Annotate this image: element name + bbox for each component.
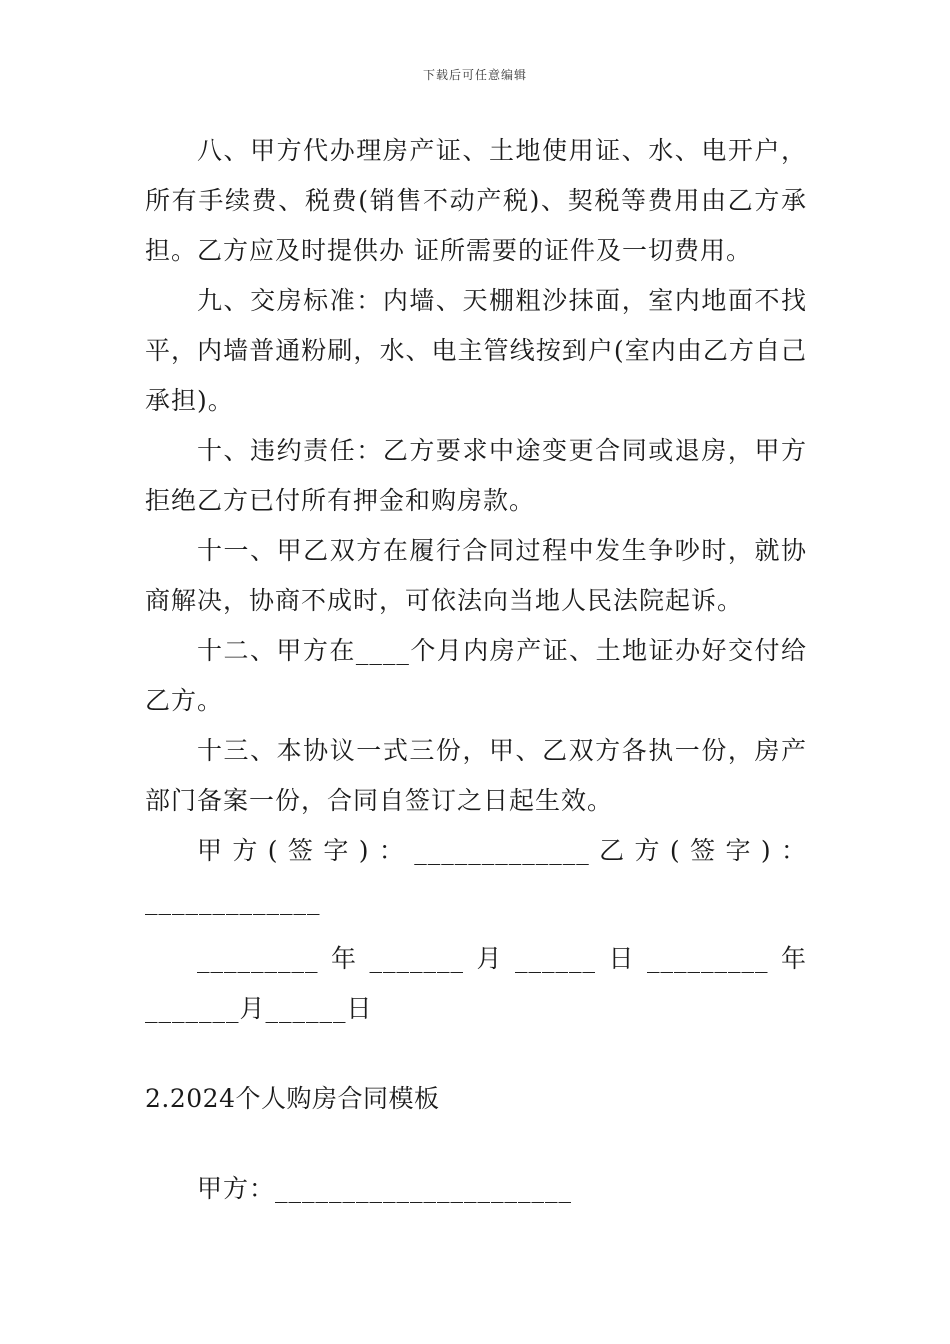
clause-10: 十、违约责任：乙方要求中途变更合同或退房，甲方拒绝乙方已付所有押金和购房款。: [145, 436, 807, 515]
clause-9: 九、交房标准：内墙、天棚粗沙抹面，室内地面不找平，内墙普通粉刷，水、电主管线按到户(室内由乙方自己承担)。: [145, 286, 807, 415]
party-a-line: 甲方：______________________: [197, 1174, 573, 1203]
clause-13: 十三、本协议一式三份，甲、乙双方各执一份，房产部门备案一份，合同自签订之日起生效。: [145, 736, 807, 815]
section-2-title: 2.2024个人购房合同模板: [145, 1084, 440, 1113]
page-header-note: 下载后可任意编辑: [422, 68, 527, 82]
section-gap: [145, 1034, 807, 1074]
signature-line: 甲方(签字)：_____________乙方(签字)：_____________: [145, 836, 807, 915]
clause-8: 八、甲方代办理房产证、土地使用证、水、电开户，所有手续费、税费(销售不动产税)、契税等费用由乙方承担。乙方应及时提供办 证所需要的证件及一切费用。: [145, 136, 807, 265]
clause-12: 十二、甲方在____个月内房产证、土地证办好交付给乙方。: [145, 636, 807, 715]
document-body: [145, 126, 807, 1214]
clause-11: 十一、甲乙双方在履行合同过程中发生争吵时，就协商解决，协商不成时，可依法向当地人民法院起诉。: [145, 536, 807, 615]
section-gap-2: [145, 1124, 807, 1164]
signature-date-line: _________年_______月______日_________年_______月______日: [145, 944, 807, 1023]
